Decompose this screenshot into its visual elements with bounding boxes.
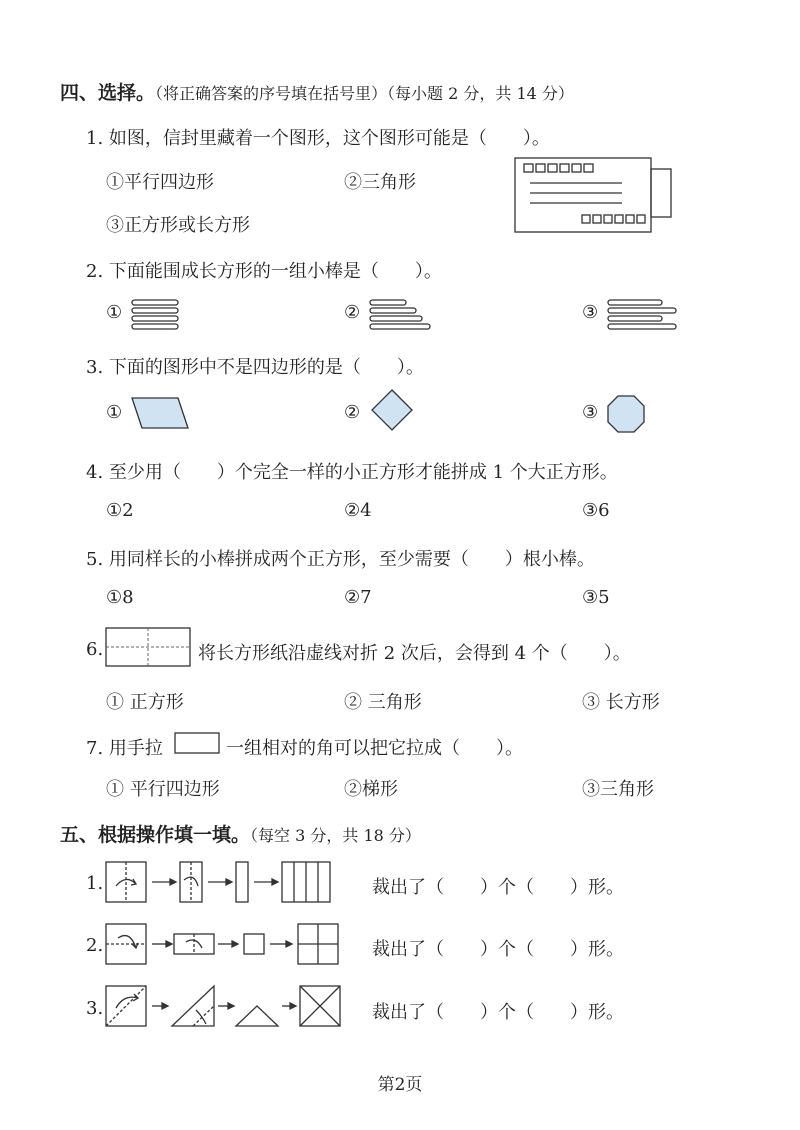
- q2-option-2[interactable]: ②: [344, 302, 361, 323]
- q7-text-start: 7. 用手拉: [86, 738, 163, 759]
- rhombus-shape: [370, 388, 420, 438]
- q5-text: 5. 用同样长的小棒拼成两个正方形，至少需要（ ）根小棒。: [86, 549, 595, 570]
- envelope-figure: [512, 155, 672, 235]
- q4-option-1[interactable]: ①2: [106, 500, 134, 521]
- q3-option-3[interactable]: ③: [582, 402, 599, 423]
- row2-number: 2.: [86, 935, 104, 956]
- row3-number: 3.: [86, 998, 104, 1019]
- q3-option-2[interactable]: ②: [344, 402, 361, 423]
- q2-text: 2. 下面能围成长方形的一组小棒是（ ）。: [86, 261, 442, 282]
- q5-option-3[interactable]: ③5: [582, 587, 610, 608]
- row3-answer-text: 裁出了（ ）个（ ）形。: [372, 1002, 624, 1023]
- q1-text: 1. 如图，信封里藏着一个图形，这个图形可能是（ ）。: [86, 128, 550, 149]
- folded-paper-figure: [104, 626, 194, 670]
- q6-option-1[interactable]: ① 正方形: [106, 692, 184, 713]
- sticks-group-3: [606, 298, 686, 334]
- row2-fold-diagram: [104, 922, 364, 968]
- row3-fold-diagram: [104, 984, 364, 1030]
- q2-option-3[interactable]: ③: [582, 302, 599, 323]
- row2-answer-text: 裁出了（ ）个（ ）形。: [372, 939, 624, 960]
- parallelogram-shape: [128, 394, 198, 434]
- q2-option-1[interactable]: ①: [106, 302, 123, 323]
- q4-text: 4. 至少用（ ）个完全一样的小正方形才能拼成 1 个大正方形。: [86, 462, 618, 483]
- row1-fold-diagram: [104, 860, 364, 906]
- q6-number: 6.: [86, 639, 104, 660]
- row1-number: 1.: [86, 873, 104, 894]
- q1-option-2[interactable]: ②三角形: [344, 172, 416, 193]
- q7-option-2[interactable]: ②梯形: [344, 779, 398, 800]
- q1-option-3[interactable]: ③正方形或长方形: [106, 215, 250, 236]
- q6-option-2[interactable]: ② 三角形: [344, 692, 422, 713]
- q4-option-2[interactable]: ②4: [344, 500, 372, 521]
- sticks-group-1: [130, 298, 190, 334]
- section5-note: （每空 3 分，共 18 分）: [250, 826, 421, 845]
- q4-option-3[interactable]: ③6: [582, 500, 610, 521]
- section4-note: （将正确答案的序号填在括号里）（每小题 2 分，共 14 分）: [155, 84, 574, 103]
- sticks-group-2: [368, 298, 438, 334]
- q7-option-3[interactable]: ③三角形: [582, 779, 654, 800]
- page-number: 第2页: [377, 1075, 423, 1095]
- q5-option-1[interactable]: ①8: [106, 587, 134, 608]
- row1-answer-text: 裁出了（ ）个（ ）形。: [372, 877, 624, 898]
- q7-option-1[interactable]: ① 平行四边形: [106, 779, 220, 800]
- q3-option-1[interactable]: ①: [106, 402, 123, 423]
- q5-option-2[interactable]: ②7: [344, 587, 372, 608]
- frame-rectangle-figure: [173, 731, 223, 757]
- q3-text: 3. 下面的图形中不是四边形的是（ ）。: [86, 357, 424, 378]
- octagon-shape: [606, 394, 650, 438]
- q6-text: 将长方形纸沿虚线对折 2 次后，会得到 4 个（ ）。: [198, 643, 631, 664]
- section4-title: 四、选择。（将正确答案的序号填在括号里）（每小题 2 分，共 14 分）: [60, 82, 574, 104]
- q6-option-3[interactable]: ③ 长方形: [582, 692, 660, 713]
- q7-text-end: 一组相对的角可以把它拉成（ ）。: [226, 738, 523, 759]
- q1-option-1[interactable]: ①平行四边形: [106, 172, 214, 193]
- section5-title: 五、根据操作填一填。（每空 3 分，共 18 分）: [60, 824, 421, 846]
